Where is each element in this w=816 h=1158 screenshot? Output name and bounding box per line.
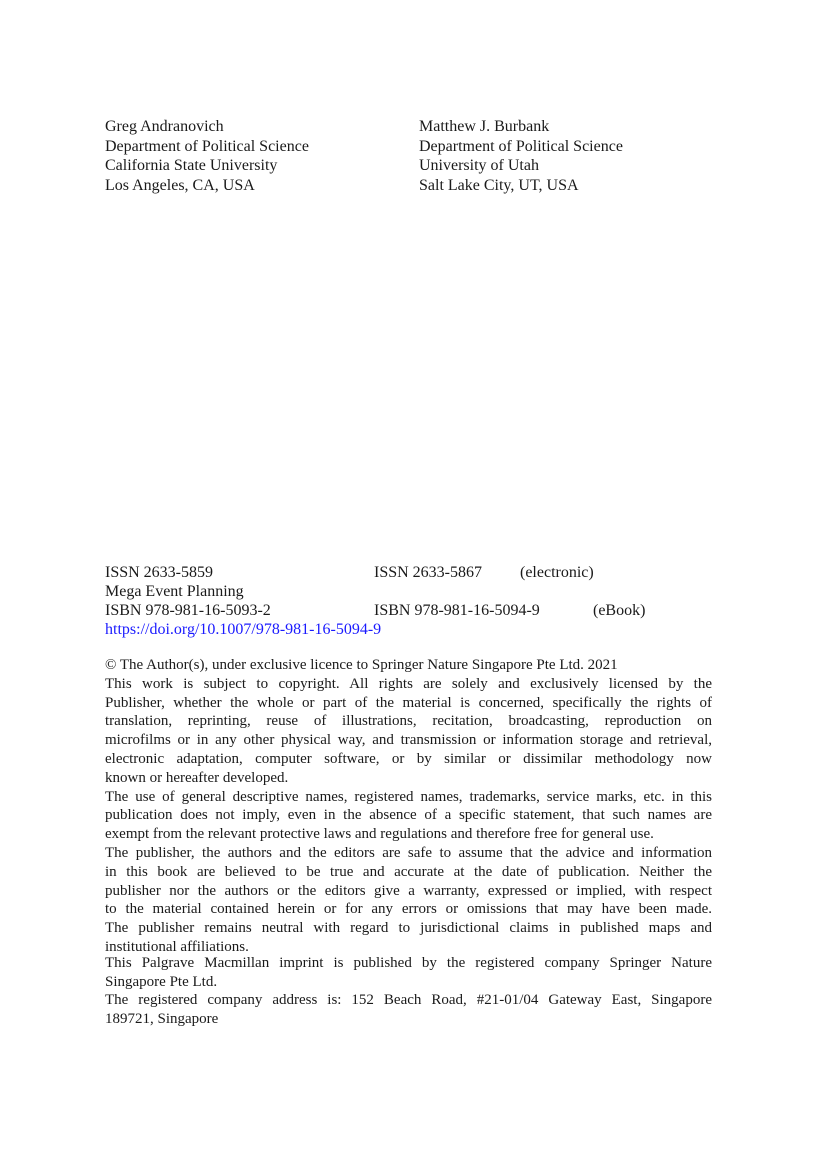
series-title: Mega Event Planning <box>105 583 244 600</box>
text-line: The publisher remains neutral with regard to jurisdictional claims in published maps and <box>105 920 712 937</box>
text-line: This work is subject to copyright. All rights are solely and exclusively licensed by the <box>105 675 712 692</box>
author-university: University of Utah <box>419 157 539 175</box>
text-line: This Palgrave Macmillan imprint is published by the registered company Springer Nature <box>105 955 712 971</box>
doi-link[interactable]: https://doi.org/10.1007/978-981-16-5094-9 <box>105 621 382 638</box>
author-university: California State University <box>105 157 278 175</box>
text-line: publisher nor the authors or the editors give a warranty, expressed or implied, with respect <box>105 882 712 899</box>
text-line: The publisher, the authors and the editors are safe to assume that the advice and information <box>105 844 712 861</box>
text-line: Publisher, whether the whole or part of the material is concerned, specifically the rights of <box>105 694 712 711</box>
text-line: exempt from the relevant protective laws and regulations and therefore free for general use. <box>105 826 654 843</box>
text-line: translation, reprinting, reuse of illustrations, recitation, broadcasting, reproduction on <box>105 713 712 730</box>
issn-print: ISSN 2633-5859 <box>105 564 214 581</box>
author-location: Salt Lake City, UT, USA <box>419 176 579 194</box>
text-line: microfilms or in any other physical way, and transmission or information storage and retrieval, <box>105 732 712 749</box>
text-line: 189721, Singapore <box>105 1010 219 1027</box>
publisher-notice <box>105 954 712 1028</box>
author-department: Department of Political Science <box>105 137 309 155</box>
identifiers-block <box>105 563 725 639</box>
copyright-notice <box>105 656 712 957</box>
author-1 <box>105 117 309 195</box>
author-name: Matthew J. Burbank <box>419 118 550 135</box>
author-location: Los Angeles, CA, USA <box>105 176 255 194</box>
author-department: Department of Political Science <box>419 137 623 155</box>
isbn-print: ISBN 978-981-16-5093-2 <box>105 602 271 619</box>
text-line: to the material contained herein or for any errors or omissions that may have been made. <box>105 901 712 918</box>
issn-electronic: ISSN 2633-5867 <box>374 564 483 581</box>
text-line: Singapore Pte Ltd. <box>105 973 218 990</box>
text-line: known or hereafter developed. <box>105 769 289 786</box>
text-line: institutional affiliations. <box>105 938 249 955</box>
text-line: The registered company address is: 152 Beach Road, #21-01/04 Gateway East, Singapore <box>105 992 712 1009</box>
author-2 <box>419 117 623 195</box>
issn-electronic-note: (electronic) <box>520 564 594 581</box>
isbn-ebook: ISBN 978-981-16-5094-9 <box>374 602 540 619</box>
text-line: in this book are believed to be true and accurate at the date of publication. Neither the <box>105 863 712 880</box>
isbn-ebook-note: (eBook) <box>593 602 646 619</box>
author-name: Greg Andranovich <box>105 118 224 135</box>
text-line: © The Author(s), under exclusive licence to Springer Nature Singapore Pte Ltd. 2021 <box>105 657 618 673</box>
text-line: publication does not imply, even in the absence of a specific statement, that such names are <box>105 807 712 824</box>
text-line: electronic adaptation, computer software, or by similar or dissimilar methodology now <box>105 750 712 767</box>
text-line: The use of general descriptive names, registered names, trademarks, service marks, etc. in this <box>105 788 712 805</box>
